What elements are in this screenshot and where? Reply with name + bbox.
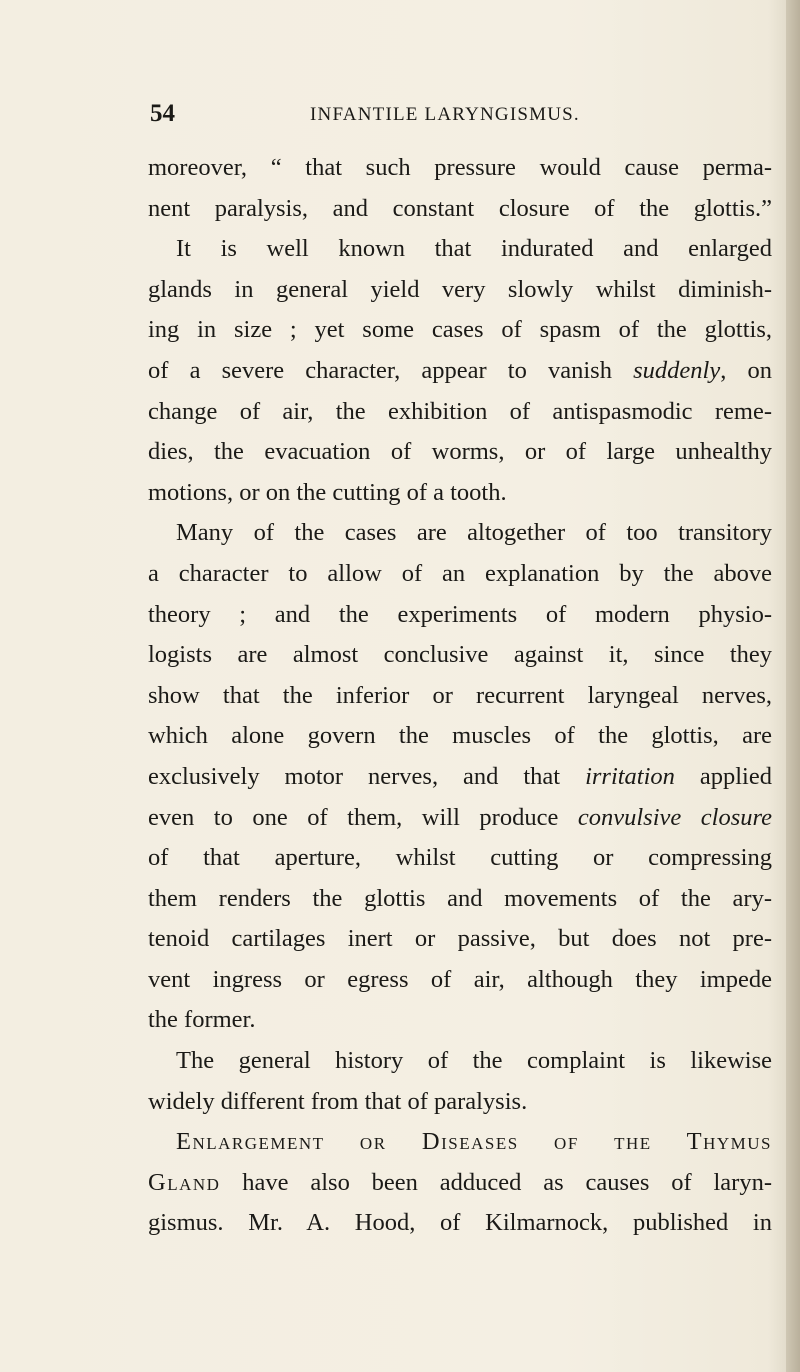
page-edge [786, 0, 800, 1372]
text-line [148, 351, 772, 392]
text-line: The general history of the complaint is likewise [176, 1047, 772, 1075]
text-line: change of air, the exhibition of antispasmodic reme- [148, 397, 772, 425]
text-run: applied [674, 762, 772, 790]
text-line: motions, or on the cutting of a tooth. [148, 478, 507, 506]
text-line: moreover, “ that such pressure would cause perma- [148, 154, 772, 181]
text-line: Many of the cases are altogether of too transitory [176, 519, 772, 547]
text-line: a character to allow of an explanation by the above [148, 559, 772, 587]
text-line [148, 1163, 772, 1204]
page-number: 54 [150, 100, 175, 127]
text-run: exclusively motor nerves, and that [148, 762, 586, 790]
text-line: the former. [148, 1006, 256, 1034]
text-line: them renders the glottis and movements of the ary- [148, 884, 772, 912]
text-line: gismus. Mr. A. Hood, of Kilmarnock, published in [148, 1209, 772, 1237]
text-line: dies, the evacuation of worms, or of large unhealthy [148, 438, 772, 466]
text-line: ing in size ; yet some cases of spasm of the glottis, [148, 316, 772, 344]
text-line: glands in general yield very slowly whilst diminish- [148, 275, 772, 303]
running-title: INFANTILE LARYNGISMUS. [310, 104, 580, 125]
body-text [148, 148, 772, 1244]
text-line [148, 798, 772, 839]
small-caps-run: Enlargement or Diseases of the Thymus [176, 1128, 772, 1156]
text-line [148, 1122, 772, 1163]
text-line: show that the inferior or recurrent laryngeal nerves, [148, 681, 772, 709]
small-caps-run: Gland [148, 1168, 221, 1196]
text-line: theory ; and the experiments of modern physio- [148, 600, 772, 628]
text-line: which alone govern the muscles of the glottis, are [148, 722, 772, 750]
text-run: have also been adduced as causes of laryn- [220, 1168, 772, 1196]
text-run: , on [720, 356, 772, 384]
text-line: It is well known that indurated and enlarged [176, 235, 772, 263]
text-line: nent paralysis, and constant closure of the glottis.” [148, 194, 772, 222]
italic-run: irritation [585, 762, 675, 790]
text-line: widely different from that of paralysis. [148, 1087, 528, 1115]
text-run: even to one of them, will produce [148, 803, 578, 831]
text-line [148, 757, 772, 798]
italic-run: convulsive closure [577, 803, 772, 831]
text-line: vent ingress or egress of air, although they impede [148, 965, 772, 993]
text-run: of a severe character, appear to vanish [148, 356, 634, 384]
italic-run: suddenly [633, 356, 721, 384]
page-header [150, 100, 770, 128]
text-line: of that aperture, whilst cutting or compressing [148, 844, 772, 872]
text-line: tenoid cartilages inert or passive, but does not pre- [148, 925, 772, 953]
text-line: logists are almost conclusive against it, since they [148, 641, 772, 669]
